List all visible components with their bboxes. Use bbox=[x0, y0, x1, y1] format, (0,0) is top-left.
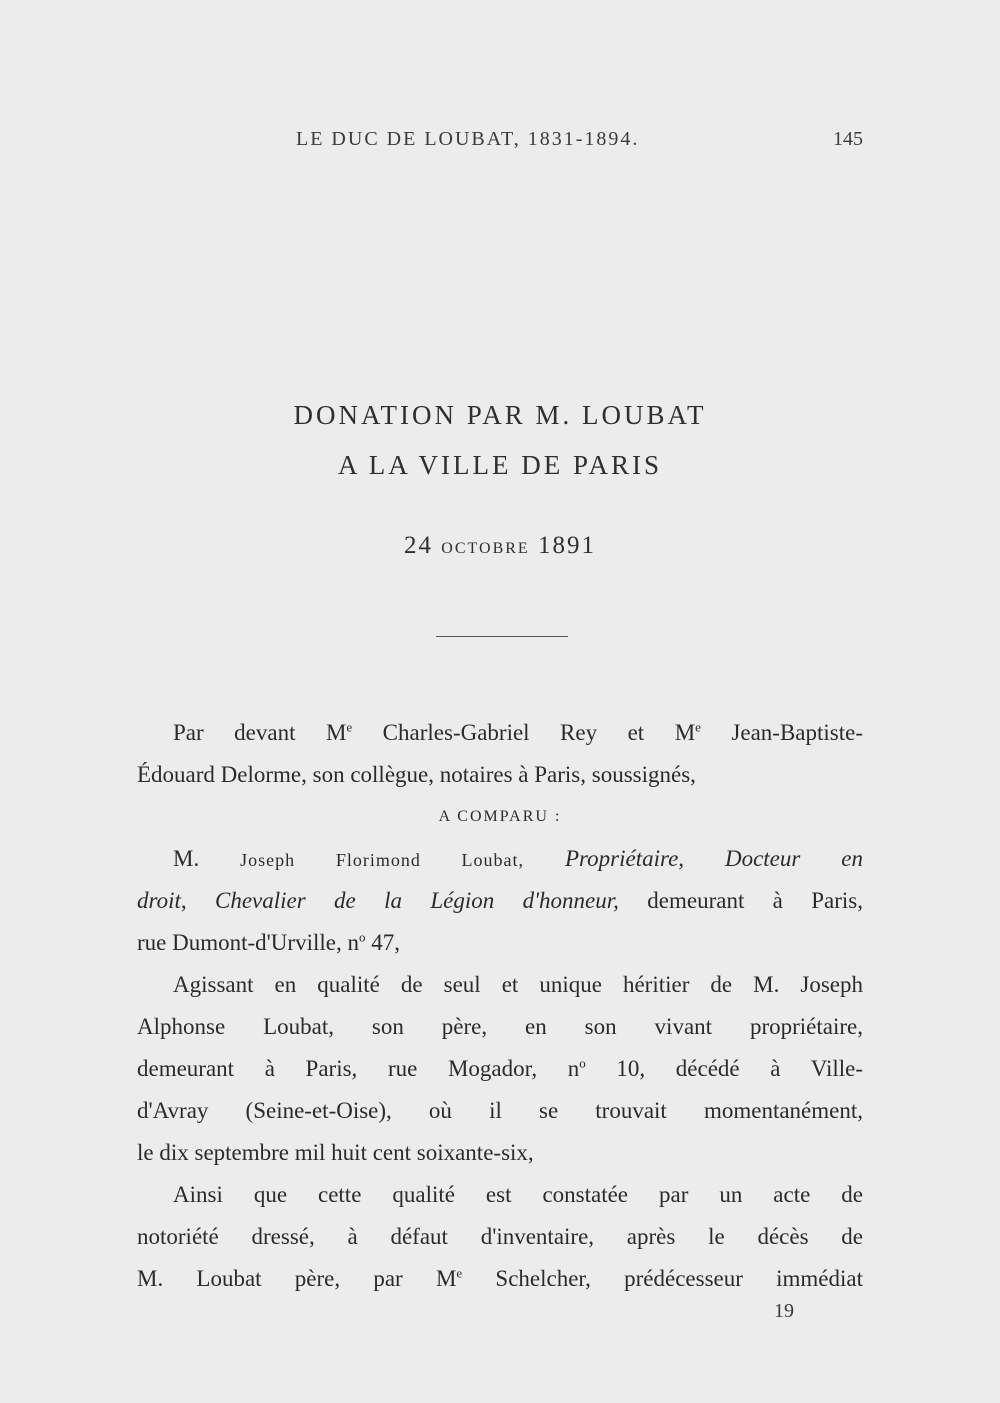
superscript: e bbox=[456, 1265, 463, 1281]
text-run: , bbox=[180, 888, 215, 913]
body-text bbox=[137, 712, 863, 1300]
running-title: LE DUC DE LOUBAT, 1831-1894. bbox=[296, 128, 640, 150]
date-month: OCTOBRE bbox=[441, 540, 530, 557]
paragraph-3-line-1: Agissant en qualité de seul et unique héritier de M. Joseph bbox=[173, 972, 863, 997]
document-date bbox=[0, 532, 1000, 560]
paragraph-1-line-1 bbox=[137, 712, 863, 754]
text-run: Schelcher, prédécesseur immédiat bbox=[462, 1266, 863, 1291]
superscript: e bbox=[695, 719, 701, 735]
paragraph-4-line-3 bbox=[137, 1258, 863, 1300]
date-year: 1891 bbox=[537, 532, 596, 559]
italic-run: droit bbox=[137, 888, 181, 913]
person-name: Joseph Florimond Loubat, bbox=[240, 850, 525, 870]
italic-run: Chevalier de la Légion d'honneur, bbox=[215, 888, 619, 913]
italic-run: Propriétaire, Docteur en bbox=[524, 846, 863, 871]
superscript: e bbox=[346, 719, 353, 735]
text-run: M. bbox=[173, 846, 241, 871]
title-divider bbox=[436, 636, 568, 637]
text-run: Par devant M bbox=[173, 720, 347, 745]
a-comparu-heading: A COMPARU : bbox=[438, 808, 562, 825]
text-run: Charles-Gabriel Rey et M bbox=[352, 720, 696, 745]
document-title-line-1: DONATION PAR M. LOUBAT bbox=[293, 400, 707, 430]
text-run: 10, décédé à Ville- bbox=[585, 1056, 863, 1081]
document-title-line-2: A LA VILLE DE PARIS bbox=[337, 450, 663, 480]
paragraph-2-line-3 bbox=[137, 922, 863, 964]
paragraph-3-line-3 bbox=[137, 1048, 863, 1090]
text-run: demeurant à Paris, bbox=[618, 888, 864, 913]
paragraph-4-line-1: Ainsi que cette qualité est constatée par un acte de bbox=[173, 1182, 863, 1207]
page-number: 145 bbox=[833, 128, 863, 150]
paragraph-1-line-2: Édouard Delorme, son collègue, notaires à Paris, soussignés, bbox=[137, 762, 696, 787]
paragraph-4-line-2: notoriété dressé, à défaut d'inventaire, après le décès de bbox=[137, 1224, 863, 1249]
text-run: M. Loubat père, par M bbox=[137, 1266, 457, 1291]
text-run: demeurant à Paris, rue Mogador, n bbox=[137, 1056, 580, 1081]
signature-mark: 19 bbox=[774, 1300, 794, 1322]
date-day: 24 bbox=[404, 532, 434, 559]
text-run: 47, bbox=[365, 930, 400, 955]
paragraph-2-line-1 bbox=[137, 838, 863, 880]
paragraph-3-line-5: le dix septembre mil huit cent soixante-six, bbox=[137, 1140, 534, 1165]
superscript: o bbox=[358, 929, 366, 945]
paragraph-3-line-4: d'Avray (Seine-et-Oise), où il se trouvait momentanément, bbox=[137, 1098, 863, 1123]
text-run: rue Dumont-d'Urville, n bbox=[137, 930, 359, 955]
paragraph-3-line-2: Alphonse Loubat, son père, en son vivant propriétaire, bbox=[137, 1014, 863, 1039]
superscript: o bbox=[579, 1055, 586, 1071]
paragraph-2-line-2 bbox=[137, 880, 863, 922]
text-run: Jean-Baptiste- bbox=[700, 720, 863, 745]
